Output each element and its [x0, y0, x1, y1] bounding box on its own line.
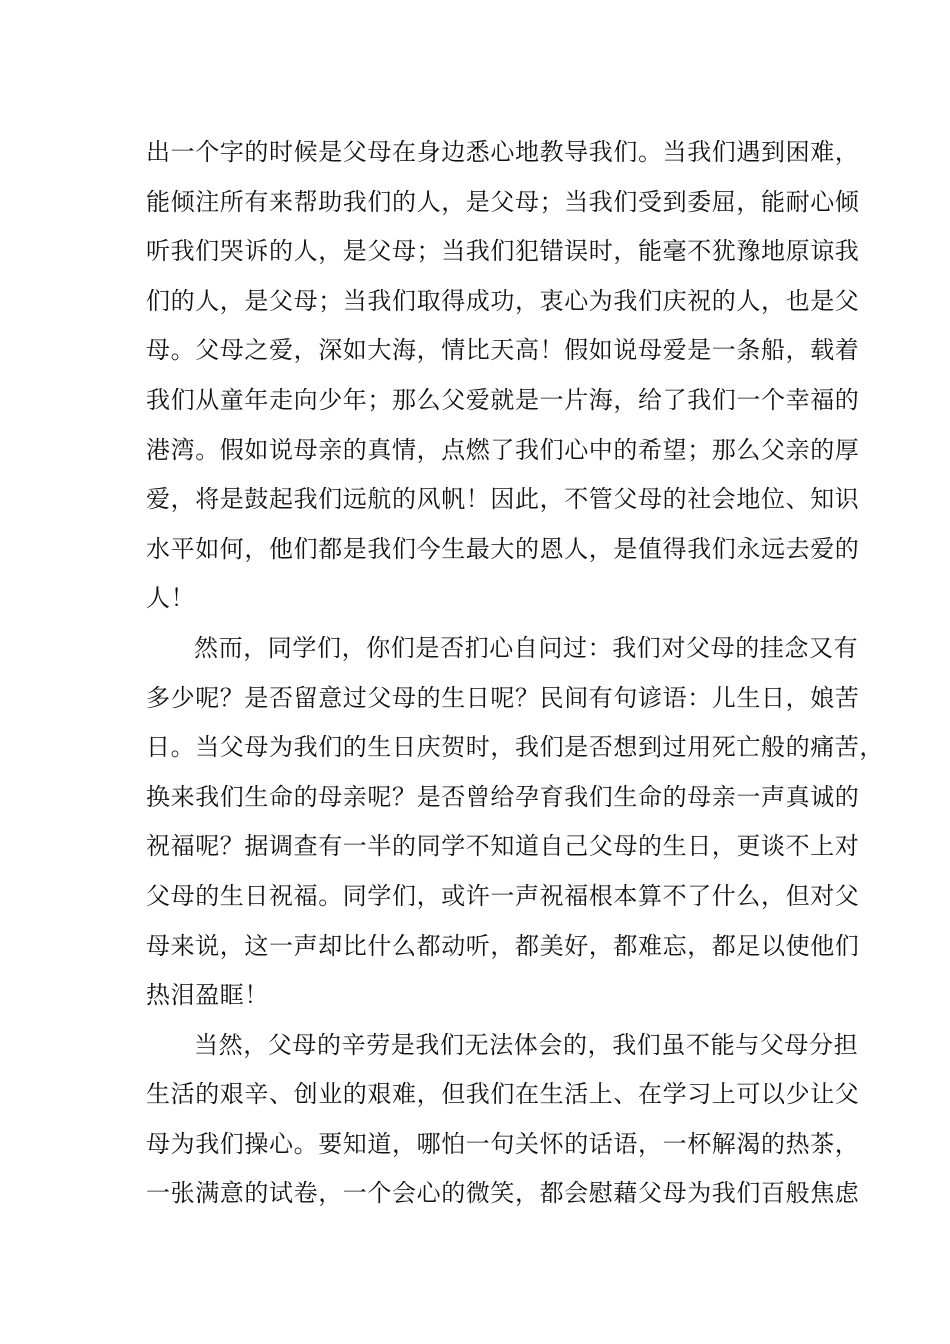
text-line: 母。父母之爱，深如大海，情比天高！假如说母爱是一条船，载着 [146, 336, 860, 365]
text-line: 祝福呢？据调查有一半的同学不知道自己父母的生日，更谈不上对 [146, 832, 860, 861]
text-line: 日。当父母为我们的生日庆贺时，我们是否想到过用死亡般的痛苦， [146, 733, 884, 762]
paragraph-2 [146, 624, 884, 1021]
text-line: 一张满意的试卷，一个会心的微笑，都会慰藉父母为我们百般焦虑 [146, 1179, 860, 1208]
text-line: 水平如何，他们都是我们今生最大的恩人，是值得我们永远去爱的 [146, 534, 860, 563]
text-line: 热泪盈眶！ [146, 981, 269, 1010]
text-line: 出一个字的时候是父母在身边悉心地教导我们。当我们遇到困难， [146, 138, 860, 166]
text-line: 然而，同学们，你们是否扪心自问过：我们对父母的挂念又有 [194, 633, 859, 662]
text-line: 父母的生日祝福。同学们，或许一声祝福根本算不了什么，但对父 [146, 881, 860, 910]
text-line: 们的人，是父母；当我们取得成功，衷心为我们庆祝的人，也是父 [146, 286, 860, 315]
document-body [146, 128, 884, 1219]
text-line: 港湾。假如说母亲的真情，点燃了我们心中的希望；那么父亲的厚 [146, 435, 860, 464]
text-line: 爱，将是鼓起我们远航的风帆！因此，不管父母的社会地位、知识 [146, 485, 860, 514]
text-line: 我们从童年走向少年；那么父爱就是一片海，给了我们一个幸福的 [146, 385, 860, 414]
text-line: 人！ [146, 584, 196, 613]
paragraph-3 [146, 1021, 860, 1219]
text-line: 生活的艰辛、创业的艰难，但我们在生活上、在学习上可以少让父 [146, 1080, 860, 1109]
text-line: 能倾注所有来帮助我们的人，是父母；当我们受到委屈，能耐心倾 [146, 187, 860, 216]
text-line: 母来说，这一声却比什么都动听，都美好，都难忘，都足以使他们 [146, 931, 860, 960]
text-line: 当然，父母的辛劳是我们无法体会的，我们虽不能与父母分担 [194, 1030, 859, 1059]
text-line: 多少呢？是否留意过父母的生日呢？民间有句谚语：儿生日，娘苦 [146, 683, 860, 712]
paragraph-1 [146, 128, 860, 624]
text-line: 母为我们操心。要知道，哪怕一句关怀的话语，一杯解渴的热茶， [146, 1129, 860, 1158]
text-line: 听我们哭诉的人，是父母；当我们犯错误时，能毫不犹豫地原谅我 [146, 237, 860, 266]
text-line: 换来我们生命的母亲呢？是否曾给孕育我们生命的母亲一声真诚的 [146, 782, 860, 811]
